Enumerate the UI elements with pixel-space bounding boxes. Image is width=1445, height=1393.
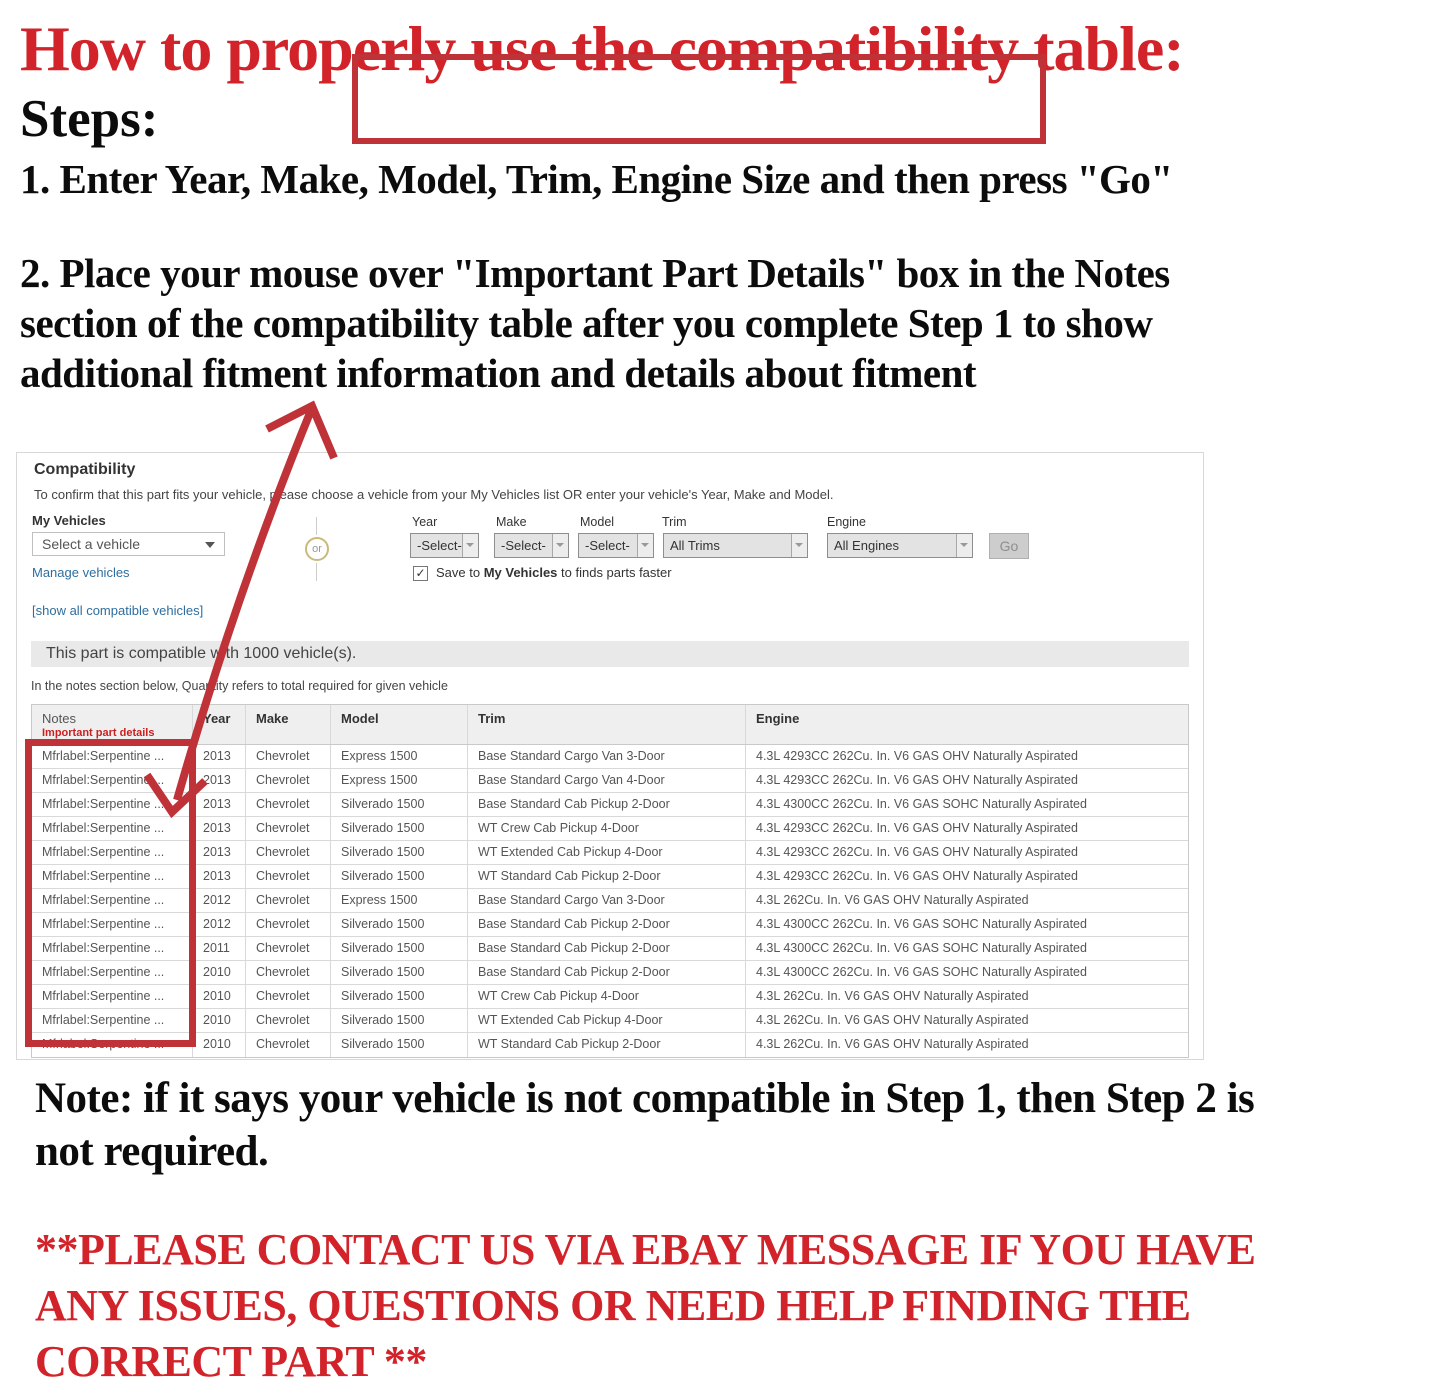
- widget-description: To confirm that this part fits your vehicle, please choose a vehicle from your My Vehicles list OR enter your vehicle's Year, Make and Model.: [34, 487, 834, 502]
- step-2-line-2: section of the compatibility table after you complete Step 1 to show: [20, 300, 1153, 346]
- model-select[interactable]: [578, 533, 654, 558]
- cell-notes[interactable]: Mfrlabel:Serpentine ...: [32, 1033, 193, 1057]
- cell-make: Chevrolet: [246, 865, 331, 889]
- cell-notes[interactable]: Mfrlabel:Serpentine ...: [32, 841, 193, 865]
- cell-engine: 4.3L 4300CC 262Cu. In. V6 GAS SOHC Naturally Aspirated: [746, 793, 1188, 817]
- cell-notes[interactable]: Mfrlabel:Serpentine ...: [32, 937, 193, 961]
- cell-year: 2010: [193, 961, 246, 985]
- table-header-row: [32, 705, 1188, 745]
- header-year: Year: [193, 705, 246, 744]
- cell-engine: 4.3L 4300CC 262Cu. In. V6 GAS SOHC Naturally Aspirated: [746, 937, 1188, 961]
- cell-engine: 4.3L 4293CC 262Cu. In. V6 GAS OHV Naturally Aspirated: [746, 841, 1188, 865]
- cell-notes[interactable]: Mfrlabel:Serpentine ...: [32, 817, 193, 841]
- cell-trim: Base Standard Cargo Van 3-Door: [468, 745, 746, 769]
- or-divider-line-bottom: [316, 563, 317, 581]
- manage-vehicles-link[interactable]: Manage vehicles: [32, 565, 130, 580]
- cell-year: 2013: [193, 865, 246, 889]
- cell-trim: Base Standard Cab Pickup 2-Door: [468, 961, 746, 985]
- cell-year: 2013: [193, 817, 246, 841]
- table-row: [32, 1009, 1188, 1033]
- table-row: [32, 913, 1188, 937]
- cell-year: 2013: [193, 841, 246, 865]
- save-checkbox-label: Save to My Vehicles to finds parts faster: [436, 565, 672, 580]
- cell-make: Chevrolet: [246, 817, 331, 841]
- cell-engine: 4.3L 262Cu. In. V6 GAS OHV Naturally Aspirated: [746, 889, 1188, 913]
- table-row: [32, 793, 1188, 817]
- header-notes-label: Notes: [42, 711, 76, 726]
- cell-notes[interactable]: Mfrlabel:Serpentine ...: [32, 961, 193, 985]
- cell-make: Chevrolet: [246, 769, 331, 793]
- cell-make: Chevrolet: [246, 1033, 331, 1057]
- year-select[interactable]: [410, 533, 479, 558]
- important-part-details-label: Important part details: [42, 727, 155, 739]
- or-divider-line-top: [316, 517, 317, 535]
- cell-year: 2013: [193, 793, 246, 817]
- compatibility-banner: This part is compatible with 1000 vehicle(s).: [31, 641, 1189, 667]
- compatibility-widget: [16, 452, 1204, 1060]
- cell-make: Chevrolet: [246, 745, 331, 769]
- cell-engine: 4.3L 4293CC 262Cu. In. V6 GAS OHV Naturally Aspirated: [746, 865, 1188, 889]
- header-notes: [32, 705, 193, 744]
- table-row: [32, 769, 1188, 793]
- steps-heading: Steps:: [20, 90, 159, 148]
- table-row: [32, 937, 1188, 961]
- cell-model: Silverado 1500: [331, 937, 468, 961]
- cell-year: 2010: [193, 985, 246, 1009]
- cell-notes[interactable]: Mfrlabel:Serpentine ...: [32, 985, 193, 1009]
- contact-line-1: **PLEASE CONTACT US VIA EBAY MESSAGE IF YOU HAVE: [35, 1225, 1256, 1274]
- step-2-line-3: additional fitment information and details about fitment: [20, 350, 977, 396]
- header-engine: Engine: [756, 711, 800, 726]
- cell-engine: 4.3L 262Cu. In. V6 GAS OHV Naturally Aspirated: [746, 1009, 1188, 1033]
- cell-year: 2011: [193, 937, 246, 961]
- trim-select[interactable]: [663, 533, 808, 558]
- table-row: [32, 817, 1188, 841]
- cell-make: Chevrolet: [246, 913, 331, 937]
- header-model: Model: [331, 705, 468, 744]
- chevron-down-icon: [791, 534, 807, 557]
- note-line-1: Note: if it says your vehicle is not compatible in Step 1, then Step 2 is: [35, 1075, 1255, 1122]
- cell-model: Silverado 1500: [331, 865, 468, 889]
- cell-notes[interactable]: Mfrlabel:Serpentine ...: [32, 865, 193, 889]
- make-select[interactable]: [494, 533, 569, 558]
- table-row: [32, 865, 1188, 889]
- cell-model: Silverado 1500: [331, 817, 468, 841]
- chevron-down-icon: [956, 534, 972, 557]
- cell-make: Chevrolet: [246, 841, 331, 865]
- contact-text: [35, 1222, 1256, 1390]
- cell-model: Express 1500: [331, 769, 468, 793]
- year-select-value: -Select-: [417, 538, 462, 553]
- table-row: [32, 889, 1188, 913]
- cell-make: Chevrolet: [246, 1009, 331, 1033]
- page-title: How to properly use the compatibility table:: [20, 13, 1184, 84]
- table-row: [32, 745, 1188, 769]
- go-button[interactable]: Go: [989, 533, 1029, 559]
- engine-select[interactable]: [827, 533, 973, 558]
- cell-make: Chevrolet: [246, 889, 331, 913]
- note-text: [35, 1072, 1254, 1178]
- chevron-down-icon: [637, 534, 653, 557]
- table-row: [32, 1033, 1188, 1057]
- cell-year: 2012: [193, 889, 246, 913]
- cell-notes[interactable]: Mfrlabel:Serpentine ...: [32, 793, 193, 817]
- cell-engine: 4.3L 4300CC 262Cu. In. V6 GAS SOHC Naturally Aspirated: [746, 961, 1188, 985]
- cell-model: Silverado 1500: [331, 961, 468, 985]
- compat-table-body: [32, 745, 1188, 1057]
- cell-make: Chevrolet: [246, 793, 331, 817]
- vehicle-select-value: Select a vehicle: [42, 536, 141, 552]
- cell-year: 2012: [193, 913, 246, 937]
- step-1-text: 1. Enter Year, Make, Model, Trim, Engine Size and then press "Go": [20, 156, 1173, 202]
- cell-notes[interactable]: Mfrlabel:Serpentine ...: [32, 889, 193, 913]
- or-divider: or: [305, 537, 329, 561]
- cell-make: Chevrolet: [246, 985, 331, 1009]
- note-line-2: not required.: [35, 1128, 269, 1175]
- cell-trim: Base Standard Cargo Van 4-Door: [468, 769, 746, 793]
- cell-make: Chevrolet: [246, 937, 331, 961]
- cell-model: Silverado 1500: [331, 793, 468, 817]
- dropdown-arrow-icon: [205, 542, 215, 548]
- chevron-down-icon: [462, 534, 478, 557]
- model-label: Model: [580, 515, 615, 529]
- table-row: [32, 841, 1188, 865]
- vehicle-select[interactable]: [32, 532, 225, 556]
- model-select-value: -Select-: [585, 538, 630, 553]
- cell-trim: Base Standard Cargo Van 3-Door: [468, 889, 746, 913]
- cell-trim: WT Crew Cab Pickup 4-Door: [468, 985, 746, 1009]
- trim-label: Trim: [662, 515, 687, 529]
- cell-year: 2010: [193, 1033, 246, 1057]
- engine-label: Engine: [827, 515, 866, 529]
- header-trim: Trim: [468, 705, 746, 744]
- chevron-down-icon: [552, 534, 568, 557]
- my-vehicles-label: My Vehicles: [32, 513, 106, 528]
- cell-notes[interactable]: Mfrlabel:Serpentine ...: [32, 1009, 193, 1033]
- notes-hint: In the notes section below, Quantity refers to total required for given vehicle: [31, 679, 448, 693]
- contact-line-3: CORRECT PART **: [35, 1337, 427, 1386]
- make-label: Make: [496, 515, 527, 529]
- cell-trim: Base Standard Cab Pickup 2-Door: [468, 937, 746, 961]
- compatibility-table: [31, 704, 1189, 1058]
- cell-notes[interactable]: Mfrlabel:Serpentine ...: [32, 745, 193, 769]
- make-select-value: -Select-: [501, 538, 546, 553]
- cell-model: Express 1500: [331, 889, 468, 913]
- cell-trim: WT Extended Cab Pickup 4-Door: [468, 841, 746, 865]
- cell-engine: 4.3L 4293CC 262Cu. In. V6 GAS OHV Naturally Aspirated: [746, 769, 1188, 793]
- cell-trim: Base Standard Cab Pickup 2-Door: [468, 913, 746, 937]
- cell-trim: WT Standard Cab Pickup 2-Door: [468, 865, 746, 889]
- cell-trim: WT Crew Cab Pickup 4-Door: [468, 817, 746, 841]
- cell-year: 2010: [193, 1009, 246, 1033]
- cell-engine: 4.3L 262Cu. In. V6 GAS OHV Naturally Aspirated: [746, 985, 1188, 1009]
- cell-year: 2013: [193, 769, 246, 793]
- cell-model: Silverado 1500: [331, 985, 468, 1009]
- checkmark-icon: ✓: [415, 566, 426, 580]
- cell-engine: 4.3L 4293CC 262Cu. In. V6 GAS OHV Naturally Aspirated: [746, 817, 1188, 841]
- engine-select-value: All Engines: [834, 538, 900, 553]
- cell-notes[interactable]: Mfrlabel:Serpentine ...: [32, 769, 193, 793]
- cell-engine: 4.3L 262Cu. In. V6 GAS OHV Naturally Aspirated: [756, 1037, 1029, 1051]
- step-2-text: [20, 248, 1170, 398]
- year-label: Year: [412, 515, 438, 529]
- cell-trim: WT Extended Cab Pickup 4-Door: [468, 1009, 746, 1033]
- cell-model: Express 1500: [331, 745, 468, 769]
- cell-notes[interactable]: Mfrlabel:Serpentine ...: [32, 913, 193, 937]
- cell-model: Silverado 1500: [331, 1009, 468, 1033]
- cell-make: Chevrolet: [246, 961, 331, 985]
- widget-title: Compatibility: [34, 461, 136, 478]
- cell-trim: WT Standard Cab Pickup 2-Door: [468, 1033, 746, 1057]
- header-make: Make: [246, 705, 331, 744]
- table-row: [32, 961, 1188, 985]
- trim-select-value: All Trims: [670, 538, 720, 553]
- cell-engine: 4.3L 4293CC 262Cu. In. V6 GAS OHV Naturally Aspirated: [746, 745, 1188, 769]
- cell-model: Silverado 1500: [331, 1033, 468, 1057]
- table-row: [32, 985, 1188, 1009]
- cell-model: Silverado 1500: [331, 913, 468, 937]
- step-2-line-1: 2. Place your mouse over "Important Part Details" box in the Notes: [20, 250, 1170, 296]
- cell-trim: Base Standard Cab Pickup 2-Door: [468, 793, 746, 817]
- contact-line-2: ANY ISSUES, QUESTIONS OR NEED HELP FINDING THE: [35, 1281, 1191, 1330]
- cell-engine: 4.3L 4300CC 262Cu. In. V6 GAS SOHC Naturally Aspirated: [746, 913, 1188, 937]
- cell-model: Silverado 1500: [331, 841, 468, 865]
- show-all-compatible-vehicles-link[interactable]: [show all compatible vehicles]: [32, 603, 204, 618]
- save-to-my-vehicles-checkbox[interactable]: [413, 566, 428, 581]
- cell-year: 2013: [193, 745, 246, 769]
